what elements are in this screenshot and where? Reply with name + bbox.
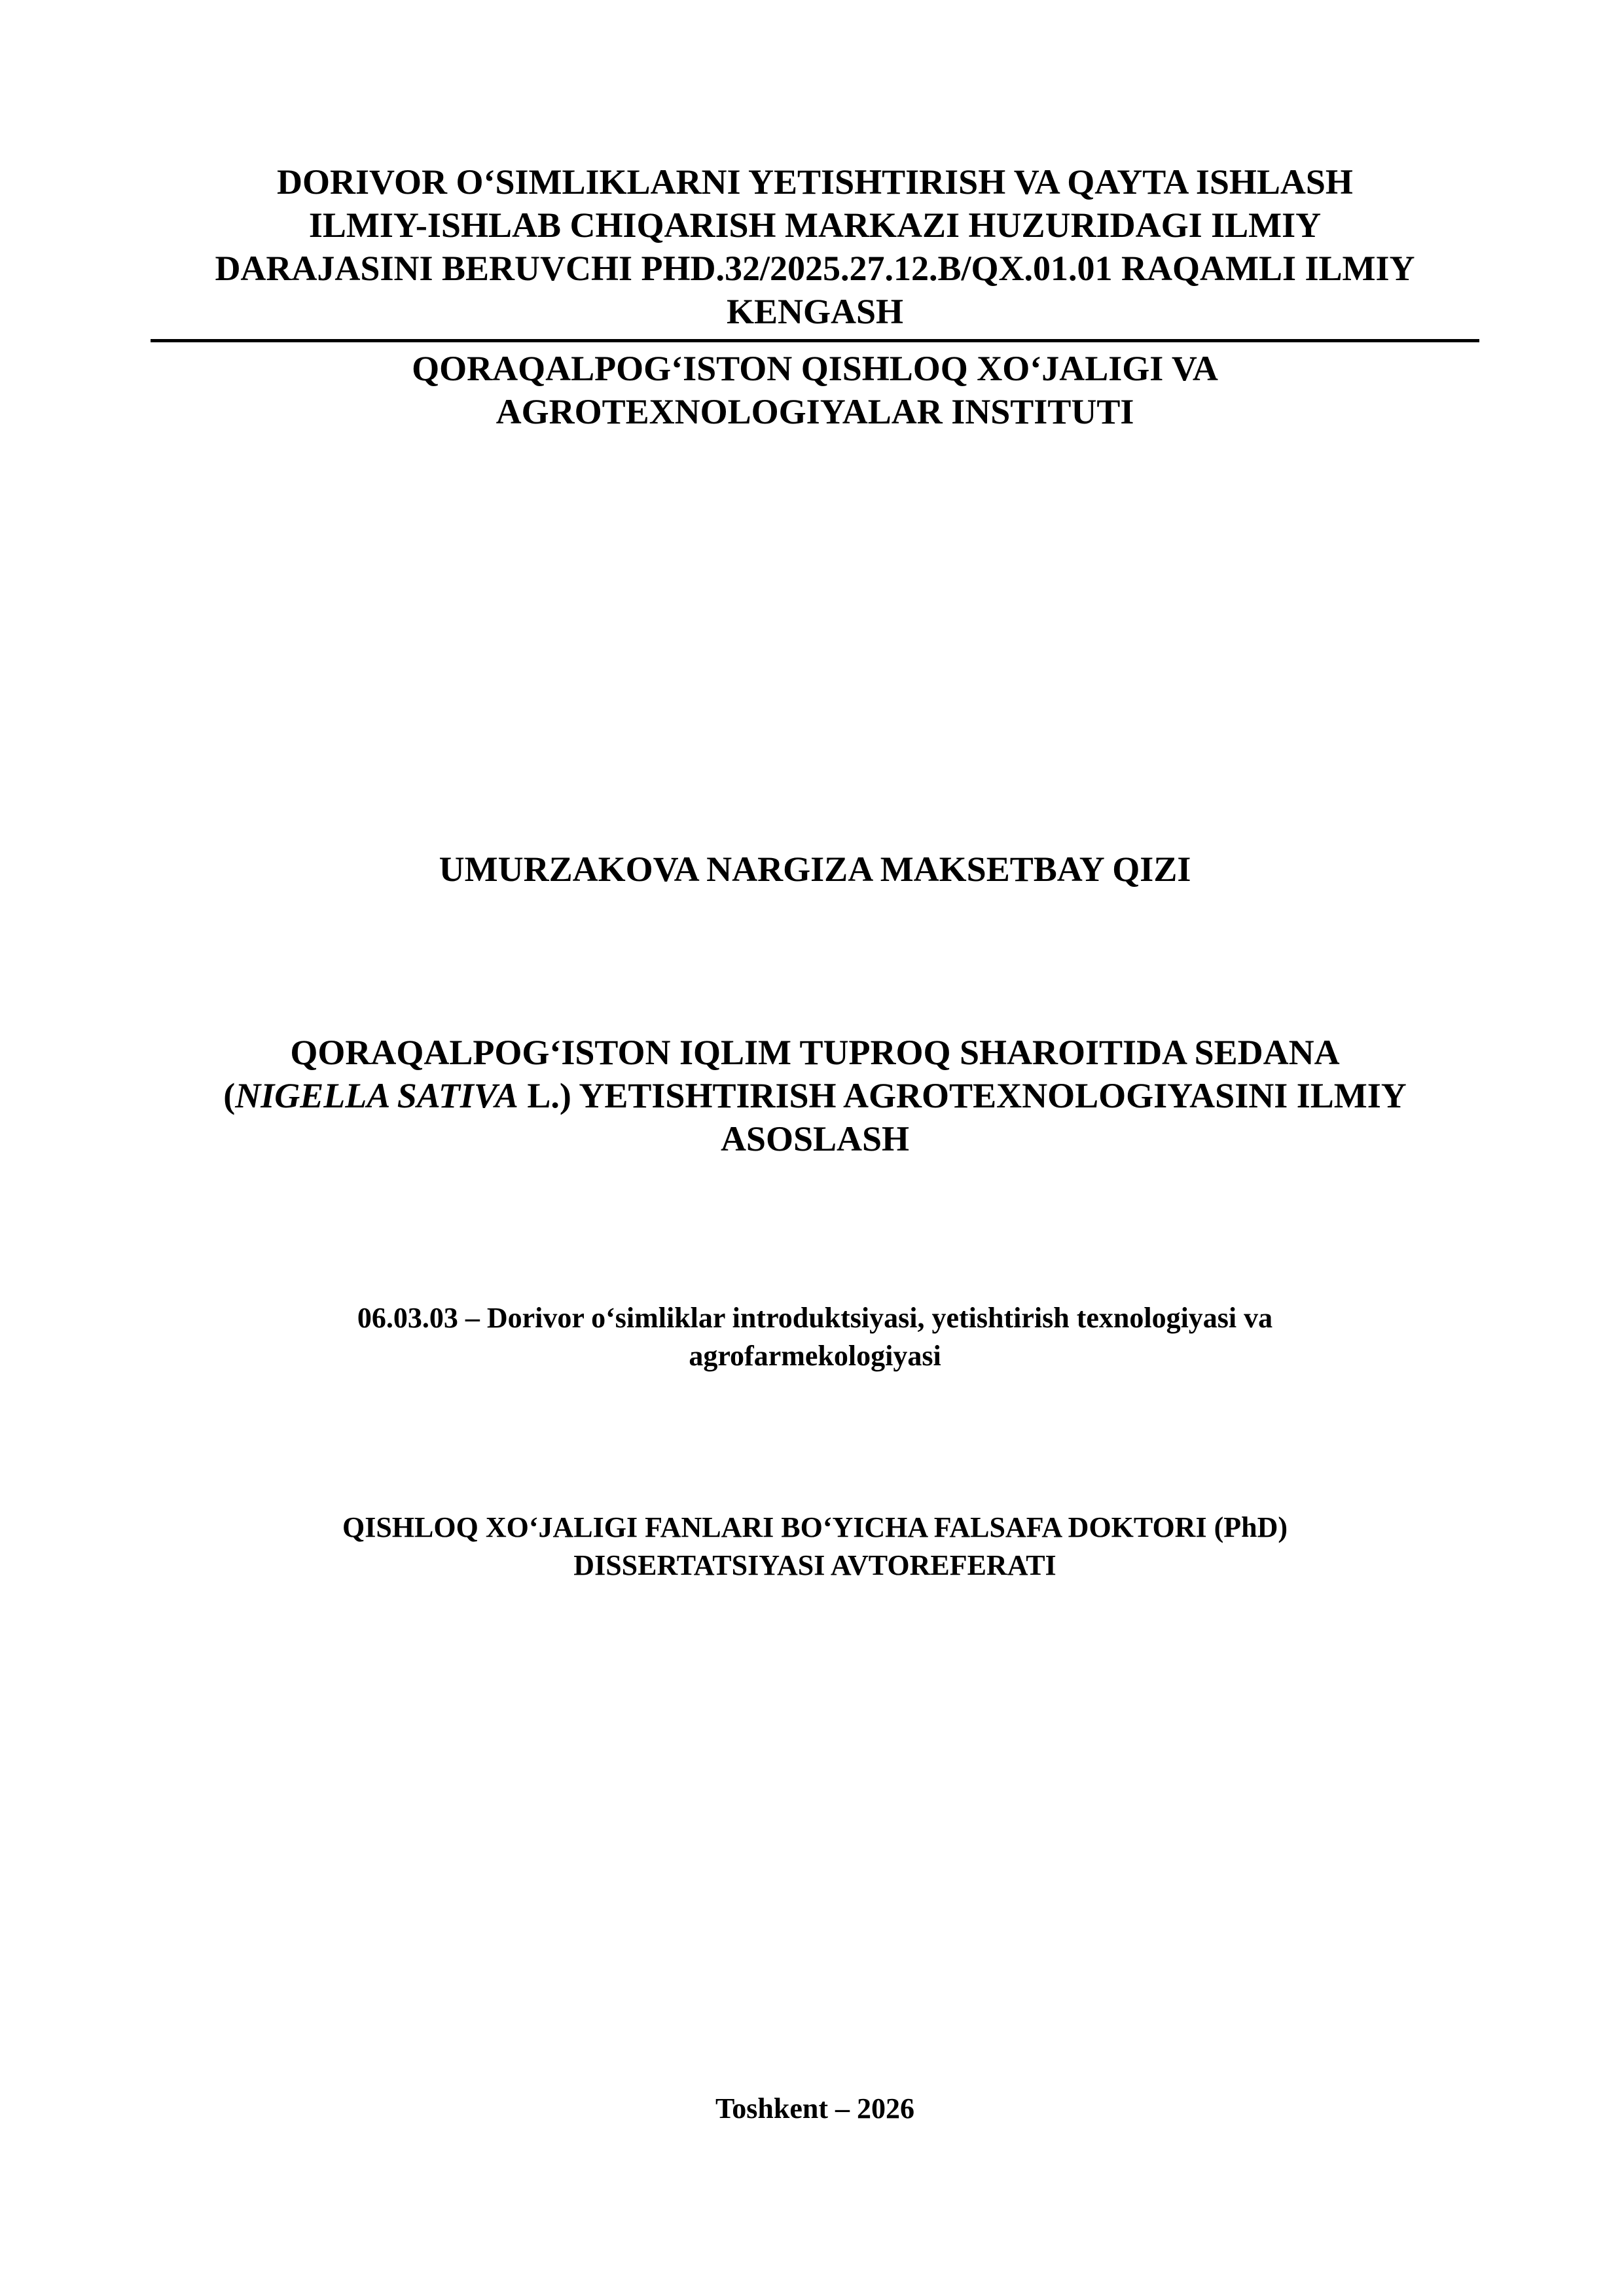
title-line-3: ASOSLASH [720, 1119, 910, 1158]
institute-line-1: QORAQALPOG‘ISTON QISHLOQ XO‘JALIGI VA [412, 349, 1218, 388]
specialty-line-2: agrofarmekologiyasi [689, 1340, 941, 1372]
place-and-year [151, 2090, 1479, 2128]
place-year-text: Toshkent – 2026 [715, 2092, 915, 2125]
specialty-code [151, 1299, 1479, 1375]
council-line-1: DORIVOR O‘SIMLIKLARNI YETISHTIRISH VA QAYTA ISHLASH [277, 162, 1353, 202]
title-line-2-rest: L.) YETISHTIRISH AGROTEXNOLOGIYASINI ILMIY [518, 1076, 1407, 1115]
council-heading [151, 160, 1479, 333]
institute-heading [151, 347, 1479, 433]
degree-line-1: QISHLOQ XO‘JALIGI FANLARI BO‘YICHA FALSAFA DOKTORI (PhD) [342, 1511, 1288, 1543]
council-line-3: DARAJASINI BERUVCHI PHD.32/2025.27.12.B/QX.01.01 RAQAMLI ILMIY [215, 249, 1415, 288]
title-line-1: QORAQALPOG‘ISTON IQLIM TUPROQ SHAROITIDA SEDANA [290, 1033, 1340, 1072]
title-line-2 [151, 1074, 1479, 1117]
title-open-paren: ( [223, 1076, 236, 1115]
council-line-2: ILMIY-ISHLAB CHIQARISH MARKAZI HUZURIDAGI ILMIY [308, 206, 1322, 245]
council-line-4: KENGASH [726, 292, 904, 331]
author-name-text: UMURZAKOVA NARGIZA MAKSETBAY QIZI [439, 850, 1191, 889]
degree-line-2: DISSERTATSIYASI AVTOREFERATI [573, 1549, 1056, 1581]
title-species-name: NIGELLA SATIVA [235, 1076, 518, 1115]
heading-divider [151, 339, 1479, 342]
author-name [151, 848, 1479, 891]
institute-line-2: AGROTEXNOLOGIYALAR INSTITUTI [496, 392, 1134, 431]
dissertation-title [151, 1031, 1479, 1160]
specialty-line-1: 06.03.03 – Dorivor o‘simliklar introduktsiyasi, yetishtirish texnologiyasi va [357, 1302, 1273, 1334]
degree-statement [151, 1509, 1479, 1585]
